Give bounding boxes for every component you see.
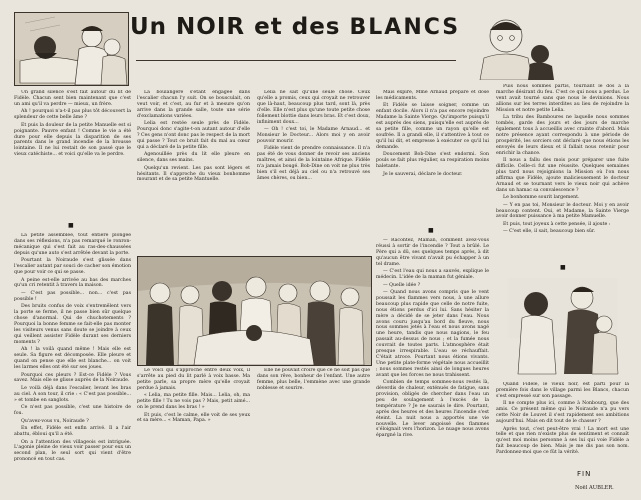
paragraph: Et puis, tout joyeux à cette pensée, il ajoute : xyxy=(503,221,611,227)
title-rule xyxy=(136,60,456,61)
illustration-fidele-hammock xyxy=(498,274,628,378)
paragraph: Qu'avez-vous vu, Noiraude ? xyxy=(21,418,89,424)
paragraph: Quand Fidèle, le vieux noir, est parti pour la première fois dans le village parmi les Blancs, chacun s'est empressé sur son passage. xyxy=(496,382,629,399)
illustration-fidele-bedside-art xyxy=(15,13,128,85)
paragraph: On a l'attention des villageois est intriguée. L'agonie pleine de vieux voir passer pour eux un second plan, le seul sort qui vient d'être prononcé en tout cas. xyxy=(14,439,131,463)
column-2-top xyxy=(137,90,250,250)
paragraph: « Lelia, ma petite fille. Mais... Lelia, oh, ma petite fille ! Tu ne vois pas ? Mais, petit aimé... on le prend dans les bras ! » xyxy=(137,393,250,411)
paragraph: Il ne compte plus ici, comme à Nonbourg, que des amis. Ce présent même qui le Noiraude n'a pu vers cette Noir de Louvet il s'est rapidement ses ambitions aujourd'hui. Mais en dit tout de le chasser ? xyxy=(496,401,629,425)
column-4-top xyxy=(376,90,489,225)
author-signature: Noël AUBLER. xyxy=(575,485,614,491)
paragraph: — Y en pas toi, Monsieur le docteur. Moi y en avoir beaucoup content. Oui, et Madame, la Sainte Vierge avoir donner puissance à ma petite Mamuelle. xyxy=(496,202,629,220)
paragraph: — C'est l'eau qui nous a sauvés, explique le médecin. L'idée de la maman fut géniale. xyxy=(376,269,489,281)
column-5-bottom xyxy=(496,382,629,470)
section-separator: ■ xyxy=(560,264,566,271)
paragraph: Et Fidèle se laisse soigner, comme un enfant docile. Alors il n'a pas encore rejoindre Madame la Sainte Vierge. Qu'importe puisqu'il est auprès des siens, puisqu'elle est auprès de sa petite fille, comme un rayon qu'elle est soufrée. Il a grandi elle, il s'attentive à tout ce qu'il lui dit, et empresse à exécuter ce qu'il lui demande. xyxy=(376,103,489,150)
paragraph: Agenouillée près du lit elle pleure en silence, dans ses mains. xyxy=(137,152,250,164)
paragraph: Combien de temps sommes-nous restés là, déverdis de chaleur, exténués de fatigue, sans provision, obligés de chercher dans l'eau un peu de soulagement à l'excès de la température ? Je ne saurais le dire. Pourtant, après des heures et des heures l'incendie s'est éteint. La nuit nous a apportés une vie nouvelle. Le lever angoissé des flammes s'éloignait vers l'horizon. Le nuage nous avons épargné la rive. xyxy=(376,380,489,439)
column-3-top xyxy=(257,90,370,250)
paragraph: Le bonhomme sourit largement. xyxy=(503,195,580,201)
paragraph: Pourtant la Noiraude s'est glissée dans l'escalier autant par souci de cacher son émotion que pour voir ce qui se passe. xyxy=(14,258,131,276)
column-4-bottom xyxy=(376,238,489,495)
paragraph: La tribu des Bamboures ne laquelle nous sommes tombés, garde des jours et des jours de marche également tous à accueillis avec crainte d'abord. Mais notre présence ayant correspondu à une période de prospérité, les sorciers ont déclaré que nous étions les envoyés de leurs dieux et il fallait nous retenir pour enrichir la chance. xyxy=(496,115,629,156)
paragraph: — Quelle idée ? xyxy=(383,282,421,288)
paragraph: Ce n'est pas possible, c'est une histoire de fou. xyxy=(14,405,131,417)
column-3-bottom xyxy=(257,368,370,495)
paragraph: Mais expire, Mme Arnaud prépare et dose les médicaments. xyxy=(376,90,489,101)
paragraph: Et puis la douleur de la petite Manuelle est si poignante. Pauvre enfant ! Comme le vie a été dure pour elle depuis la disparition de ses parents dans le grand incendie de la brousse lointaine. Il ne lui restait de son passé que le vieux catéchiste... et voici qu'elle va le perdre. xyxy=(14,122,131,158)
illustration-fidele-hammock-art xyxy=(498,274,628,378)
illustration-family-reunion-art xyxy=(138,257,371,365)
paragraph: Le voici qui s'approche entre deux voix, il s'arrête au pied du lit parlé à voix basse. Ma petite parle, sa propre mère qu'elle croyait perdue à jamais. xyxy=(137,368,250,391)
paragraph: Il nous a fallu des mois pour préparer une fuite difficile. Celle-ci fut une réussite. Quelques semaines plus tard nous rejoignions la Mission où l'on nous affirma que Fidèle, ajoute malicieusement le docteur Arnaud et se tournant vers le vieux noir qui achève dans un hamac sa convalescence ? xyxy=(496,158,629,193)
paragraph: La boulangère s'étant engagée dans l'escalier chacun l'y suit. On se bousculait, on veut voir, et c'est, au fur et à mesure qu'on arrive dans la grande salle, toute une série d'exclamations variées. xyxy=(137,90,250,119)
paragraph: Je le sauverai, déclare le docteur. xyxy=(383,171,463,177)
paragraph: Et puis, c'est le calme, elle voit de ses yeux et sa mère... « Maman, Papa. » xyxy=(137,412,250,424)
paragraph: Pourquoi ces pleurs ? Est-ce Fidèle ? Vous savez. Mais elle se glisse auprès de la Noiraude. xyxy=(14,372,131,384)
article-title xyxy=(130,14,460,40)
paragraph: Doucement Bob-Dine s'est endormi. Son pouls se fait plus régulier, sa respiration moins haletante. xyxy=(376,152,489,170)
paragraph: — Oh ! c'est toi, le Madame Arnaud... et Monsieur le Docteur... Alors moi y en avoir pouvoir mourir. xyxy=(257,127,370,144)
paragraph: — C'est elle, il sait, beaucoup bien sûr. xyxy=(503,229,596,235)
paragraph: Lelia est restée seule près de Fidèle. Pourquoi donc s'agite-t-on autant autour d'elle ? Ces gens n'ont donc pas le respect de la mort qui passe ? Tout ce bruit fait du mal au cœur qui a déclaré de la petite fille. xyxy=(137,121,250,150)
column-1-bottom xyxy=(14,233,131,495)
title-part-1: Un NOIR et des xyxy=(130,14,350,40)
title-part-2: BLANCS xyxy=(349,15,461,40)
paragraph: — Racontez, Maman, comment avez-vous réussi à sortir de l'incendie ? Tout a brûlé. Le Père qui a dû, ses quelques temps après, à dit qu'aucun être vivant n'avait pu échapper à un tel drame. xyxy=(376,238,489,267)
paragraph: Ah ! pourquoi n'a-t-il pas plus tôt découvert la splendeur de cette belle âme ? xyxy=(14,109,131,121)
paragraph: Puis nous sommes partis, tournant le dos à la marche désirant du feu. C'est ce qui nous a perdus. Le vent avait tourné sans que nous le devinions. Nous allions sur les terres interdites au lieu de rejoindre la Mission et notre petite Lelia. xyxy=(496,84,629,113)
column-2-bottom xyxy=(137,368,250,495)
illustration-family-reunion xyxy=(137,256,372,366)
paragraph: La petite assemblée, tout entière plongée dans ses réflexions, n'a pas remarqué le ronron-mécanique qui s'est fait au ras-des-chaussées depuis qu'une auto s'est arrêtée devant la porte. xyxy=(14,233,131,256)
column-1-top xyxy=(14,90,131,225)
column-5-top xyxy=(496,84,629,264)
end-marker: FIN xyxy=(577,470,592,478)
paragraph: Lelia ne sait qu'une seule chose. Ceux qu'elle a promis, ceux qui croyait ne retrouver que là-haut, beaucoup plus tard, sont là, près d'elle. Elle n'est plus qu'une toute petite chose follement blottie dans leurs bras. Et c'est doux, infiniment doux... xyxy=(257,90,370,125)
paragraph: Ah ! la voilà quand même ! Mais elle est seule. Sa figure est décomposée. Elle pleure et quand on pense que elle est blanche... on voit les larmes elles ont été sur ses joues. xyxy=(14,347,131,370)
illustration-fidele-bedside xyxy=(14,12,129,86)
paragraph: Quelqu'un revient. Les pas sont légers et hésitants. Il s'approche du vieux bonhomme mourant et de sa petite Mantuelle. xyxy=(137,165,250,183)
paragraph: Un grand silence s'est fait autour du lit de Fidèle. Chacun sent bien maintenant que c'est un ami qu'il va perdre — mieux, un frère. xyxy=(14,90,131,107)
section-separator: ■ xyxy=(428,227,434,234)
paragraph: — C'est pas possible... non... c'est pas possible ! xyxy=(14,290,131,302)
section-separator: ■ xyxy=(68,222,74,229)
paragraph: A peine est-elle arrivée au bas des marches qu'un cri retentit à travers la maison. xyxy=(14,277,131,289)
illustration-doctor-lelia xyxy=(466,10,558,80)
illustration-doctor-lelia-art xyxy=(466,10,558,80)
paragraph: Des bruits confus de voix s'entremêlent vers la porte se ferme, il ne passe bien sûr quelque chose d'anormal. Qui de chuchotements ? Pourquoi la bonne femme se fait-elle pas monter les visiteurs venus sans doute se joindre à ceux qui veillent assister Fidèle durant ses derniers moments ? xyxy=(14,304,131,345)
paragraph: Le voilà déjà dans l'escalier, levant les bras au ciel. A son tour, il crie : « C'est pas possible... » et tombe en sanglots. xyxy=(14,385,131,403)
paragraph: En effet, Fidèle est enfin arrivé. Il a l'air abattu, ébloui qu'il a été. xyxy=(14,426,131,438)
paragraph: Fidèle vient de prendre connaissance. Il n'a pas été de vous donner de revoir ses anciens maîtres, et ainsi de la lointaine Afrique. Fidèle n'a jamais bougé. Bob-Dine on voit ne plus très bien s'il est déjà au ciel ou n'a retrouvé ses âmes chères, ou bien... xyxy=(257,146,370,181)
paragraph: — Quand nous avons compris que le vent poussait les flammes vers nous, à une allure beaucoup plus rapide que celle de notre fuite, nous étions perdus d'ici lui. Sans hésiter la mère a décidé de se jeter dans l'eau. Nous avons couru jusqu'au bord du fleuve, nous nous sommes jetés à l'eau et nous avons nagé une heure, tandis que nous nagions, le feu passait au-dessus de nous ; et la fumée nous couvrait de toutes parts. L'atmosphère était presque irrespirable. L'eau se réchauffait. C'était atroce. Pourtant nous étions vivants. Une petite plate-forme végétale nous accueillit ; nous sommes restés ainsi de longues heures avant que les forces ne nous trahissent. xyxy=(376,290,489,378)
paragraph: Après tout, c'est peut-être vrai ! La mort est une telle et que rien n'existe plus de sentiment et connaît qu'est moi moins personne à ses lui qui voie Fidèle a fait beaucoup de bien. Mais je me dis pas son nom. Pardonnez-moi que ce fût la vérité. xyxy=(496,426,629,456)
paragraph: Elle ne pouvait croire que ce ne soit pas que dans son rêve, bonheur de l'enfant. Une autre femme, plus belle, l'emmène avec une grande noblesse et sourire. xyxy=(257,368,370,391)
